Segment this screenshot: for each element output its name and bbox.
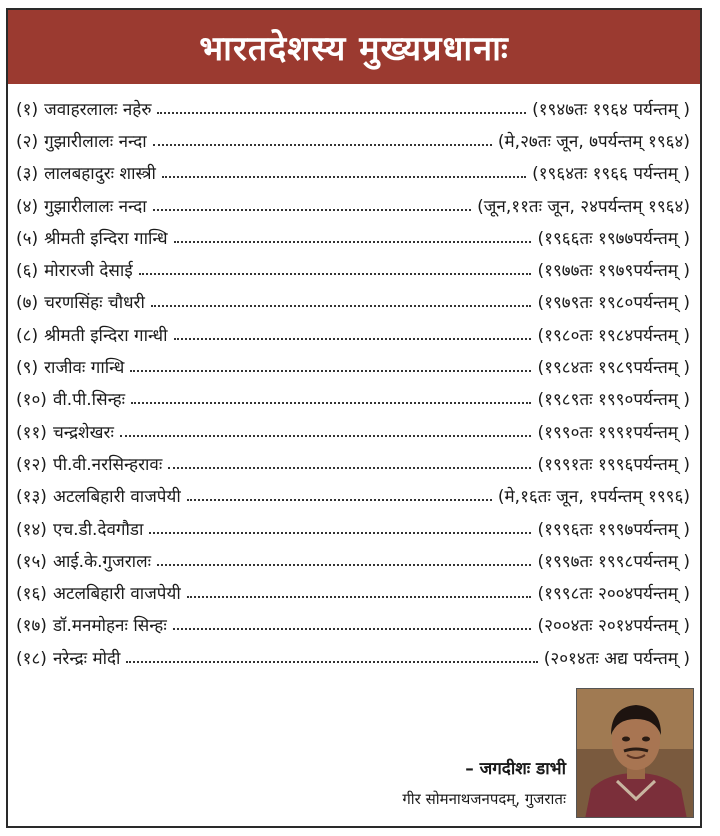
dot-leader <box>120 418 532 437</box>
entry-name: गुझारीलालः नन्दा <box>44 196 147 217</box>
dot-leader <box>130 353 531 372</box>
entry-period: (१९६४तः १९६६ पर्यन्तम् ) <box>532 164 690 185</box>
author-portrait-image <box>577 689 694 818</box>
entry-name: नरेन्द्रः मोदी <box>52 648 121 669</box>
entry-number: (८) <box>16 325 39 346</box>
entry-period: (१९४७तः १९६४ पर्यन्तम् ) <box>532 99 690 120</box>
author-photo <box>576 688 694 818</box>
entry-name: जवाहरलालः नहेरु <box>44 99 152 120</box>
entry-name: अटलबिहारी वाजपेयी <box>52 584 181 605</box>
list-item <box>16 124 690 156</box>
entry-number: (१८) <box>16 648 47 669</box>
title-banner <box>8 10 700 84</box>
list-item <box>16 157 690 189</box>
entry-name: मोरारजी देसाई <box>44 261 133 282</box>
dot-leader <box>187 482 492 501</box>
entry-number: (१७) <box>16 616 47 637</box>
dot-leader <box>174 321 532 340</box>
page-title: भारतदेशस्य मुख्यप्रधानाः <box>199 29 509 69</box>
dot-leader <box>187 579 532 598</box>
entry-number: (९) <box>16 358 39 379</box>
entry-number: (२) <box>16 131 39 152</box>
list-item <box>16 447 690 479</box>
author-name: – जगदीशः डाभी <box>465 759 566 779</box>
dot-leader <box>153 127 492 146</box>
entry-period: (२००४तः २०१४पर्यन्तम् ) <box>537 616 690 637</box>
entry-name: डॉ.मनमोहनः सिन्हः <box>52 616 167 637</box>
prime-minister-list <box>16 92 690 673</box>
entry-number: (१३) <box>16 487 47 508</box>
list-item <box>16 544 690 576</box>
entry-period: (मे,२७तः जून, ७पर्यन्तम् १९६४) <box>497 131 690 152</box>
entry-name: आई.के.गुजरालः <box>52 551 152 572</box>
author-place: गीर सोमनाथजनपदम्, गुजरातः <box>402 790 566 808</box>
dot-leader <box>173 611 532 630</box>
entry-number: (४) <box>16 196 39 217</box>
list-item <box>16 350 690 382</box>
dot-leader <box>174 224 532 243</box>
dot-leader <box>149 515 531 534</box>
entry-period: (१९९८तः २००४पर्यन्तम् ) <box>537 584 690 605</box>
entry-number: (१६) <box>16 584 47 605</box>
entry-number: (१५) <box>16 551 47 572</box>
entry-name: श्रीमती इन्दिरा गान्धि <box>44 228 168 249</box>
list-item <box>16 480 690 512</box>
entry-number: (१) <box>16 99 39 120</box>
list-item <box>16 189 690 221</box>
dot-leader <box>131 385 531 404</box>
entry-name: अटलबिहारी वाजपेयी <box>52 487 181 508</box>
entry-number: (१२) <box>16 454 47 475</box>
dot-leader <box>139 256 532 275</box>
entry-number: (७) <box>16 293 39 314</box>
entry-period: (मे,१६तः जून, १पर्यन्तम् १९९६) <box>497 487 690 508</box>
entry-period: (१९८९तः १९९०पर्यन्तम् ) <box>537 390 690 411</box>
list-item <box>16 576 690 608</box>
list-item <box>16 641 690 673</box>
entry-name: एच.डी.देवगौडा <box>52 519 144 540</box>
list-item <box>16 253 690 285</box>
list-item <box>16 512 690 544</box>
list-item <box>16 609 690 641</box>
list-item <box>16 415 690 447</box>
entry-number: (१०) <box>16 390 47 411</box>
entry-number: (५) <box>16 228 39 249</box>
entry-name: राजीवः गान्धि <box>44 358 125 379</box>
list-item <box>16 318 690 350</box>
list-item <box>16 286 690 318</box>
entry-period: (१९७९तः १९८०पर्यन्तम् ) <box>537 293 690 314</box>
dot-leader <box>168 450 531 469</box>
dot-leader <box>157 95 526 114</box>
list-item <box>16 383 690 415</box>
entry-name: पी.वी.नरसिन्हरावः <box>52 454 163 475</box>
entry-number: (६) <box>16 261 39 282</box>
dot-leader <box>151 288 532 307</box>
dot-leader <box>157 547 531 566</box>
entry-number: (११) <box>16 422 47 443</box>
entry-name: श्रीमती इन्दिरा गान्धी <box>44 325 168 346</box>
entry-name: लालबहादुरः शास्त्री <box>44 164 156 185</box>
entry-period: (१९९७तः १९९८पर्यन्तम् ) <box>537 551 690 572</box>
entry-name: चन्द्रशेखरः <box>52 422 114 443</box>
dot-leader <box>162 159 526 178</box>
entry-period: (जून,११तः जून, २४पर्यन्तम् १९६४) <box>477 196 690 217</box>
entry-period: (१९८०तः १९८४पर्यन्तम् ) <box>537 325 690 346</box>
entry-number: (१४) <box>16 519 47 540</box>
list-item <box>16 221 690 253</box>
entry-period: (१९७७तः १९७९पर्यन्तम् ) <box>537 261 690 282</box>
entry-period: (१९८४तः १९८९पर्यन्तम् ) <box>537 358 690 379</box>
dot-leader <box>126 644 537 663</box>
entry-period: (१९९०तः १९९१पर्यन्तम् ) <box>537 422 690 443</box>
dot-leader <box>153 192 471 211</box>
author-block <box>338 756 566 809</box>
entry-period: (२०१४तः अद्य पर्यन्तम् ) <box>543 648 690 669</box>
entry-number: (३) <box>16 164 39 185</box>
entry-period: (१९६६तः १९७७पर्यन्तम् ) <box>537 228 690 249</box>
entry-name: चरणसिंहः चौधरी <box>44 293 145 314</box>
entry-period: (१९९१तः १९९६पर्यन्तम् ) <box>537 454 690 475</box>
entry-period: (१९९६तः १९९७पर्यन्तम् ) <box>537 519 690 540</box>
entry-name: गुझारीलालः नन्दा <box>44 131 147 152</box>
list-item <box>16 92 690 124</box>
entry-name: वी.पी.सिन्हः <box>52 390 126 411</box>
article-frame <box>6 8 702 828</box>
